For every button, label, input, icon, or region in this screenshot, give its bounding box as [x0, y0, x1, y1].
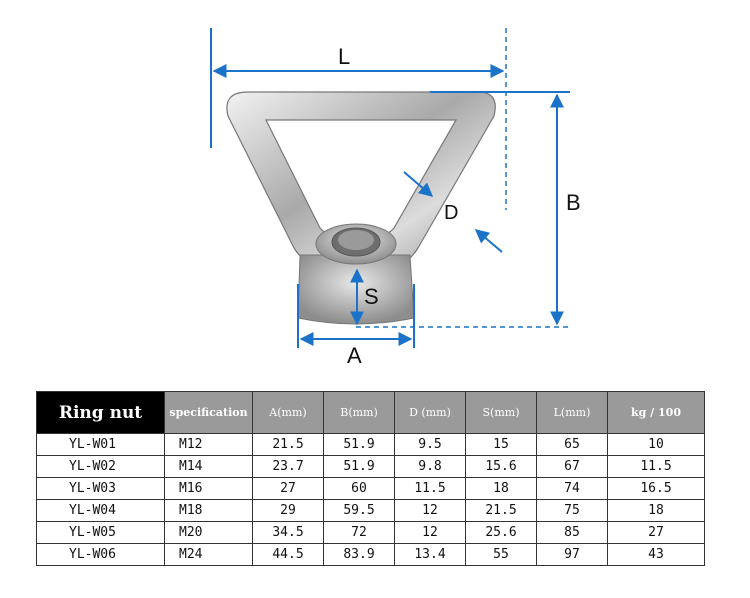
header-d: D (mm) [395, 392, 466, 434]
cell-d: 13.4 [395, 544, 466, 566]
cell-b: 83.9 [324, 544, 395, 566]
cell-spec: M20 [165, 522, 253, 544]
label-s: S [364, 284, 379, 309]
cell-a: 27 [253, 478, 324, 500]
cell-l: 75 [537, 500, 608, 522]
cell-a: 34.5 [253, 522, 324, 544]
cell-model: YL-W01 [37, 434, 165, 456]
cell-b: 51.9 [324, 434, 395, 456]
header-specification: specification [165, 392, 253, 434]
label-d: D [444, 202, 459, 224]
cell-s: 21.5 [466, 500, 537, 522]
table-title: Ring nut [37, 392, 165, 434]
spec-table [36, 391, 705, 566]
cell-l: 65 [537, 434, 608, 456]
cell-l: 97 [537, 544, 608, 566]
cell-model: YL-W04 [37, 500, 165, 522]
header-a: A(mm) [253, 392, 324, 434]
cell-b: 51.9 [324, 456, 395, 478]
cell-a: 21.5 [253, 434, 324, 456]
cell-spec: M24 [165, 544, 253, 566]
cell-s: 25.6 [466, 522, 537, 544]
cell-weight: 10 [608, 434, 705, 456]
cell-model: YL-W05 [37, 522, 165, 544]
table-row [37, 456, 705, 478]
cell-s: 18 [466, 478, 537, 500]
table-row [37, 522, 705, 544]
cell-a: 23.7 [253, 456, 324, 478]
cell-s: 55 [466, 544, 537, 566]
table-row [37, 478, 705, 500]
cell-b: 60 [324, 478, 395, 500]
cell-model: YL-W02 [37, 456, 165, 478]
cell-d: 11.5 [395, 478, 466, 500]
table-row [37, 434, 705, 456]
table-row [37, 500, 705, 522]
cell-spec: M18 [165, 500, 253, 522]
d-arrow-lower [476, 230, 502, 252]
cell-spec: M12 [165, 434, 253, 456]
cell-s: 15.6 [466, 456, 537, 478]
cell-model: YL-W03 [37, 478, 165, 500]
cell-b: 72 [324, 522, 395, 544]
cell-weight: 43 [608, 544, 705, 566]
header-b: B(mm) [324, 392, 395, 434]
label-l: L [338, 44, 351, 69]
header-weight: kg / 100 [608, 392, 705, 434]
cell-d: 12 [395, 522, 466, 544]
cell-a: 29 [253, 500, 324, 522]
cell-weight: 18 [608, 500, 705, 522]
cell-b: 59.5 [324, 500, 395, 522]
cell-l: 67 [537, 456, 608, 478]
cell-weight: 27 [608, 522, 705, 544]
table-row [37, 544, 705, 566]
cell-l: 74 [537, 478, 608, 500]
cell-a: 44.5 [253, 544, 324, 566]
label-a: A [347, 343, 362, 368]
cell-weight: 11.5 [608, 456, 705, 478]
cell-d: 9.8 [395, 456, 466, 478]
cell-s: 15 [466, 434, 537, 456]
header-s: S(mm) [466, 392, 537, 434]
cell-spec: M14 [165, 456, 253, 478]
cell-spec: M16 [165, 478, 253, 500]
cell-model: YL-W06 [37, 544, 165, 566]
cell-d: 9.5 [395, 434, 466, 456]
cell-d: 12 [395, 500, 466, 522]
label-b: B [566, 190, 581, 215]
cell-l: 85 [537, 522, 608, 544]
table-header-row [37, 392, 705, 434]
cell-weight: 16.5 [608, 478, 705, 500]
header-l: L(mm) [537, 392, 608, 434]
